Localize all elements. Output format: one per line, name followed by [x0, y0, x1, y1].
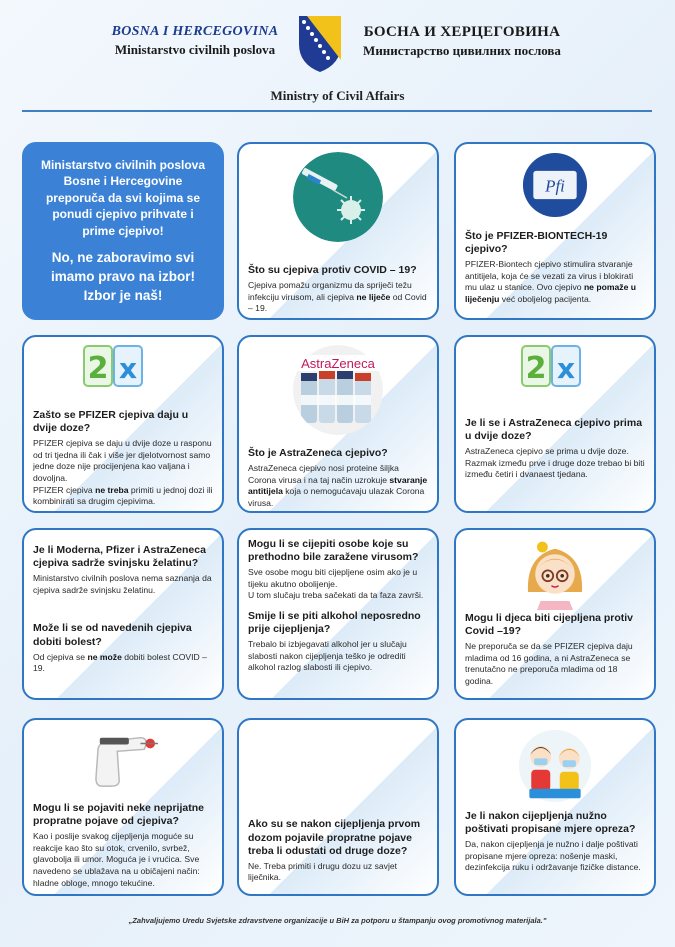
question-title: Smije li se piti alkohol neposredno prije cijepljenja? [248, 610, 421, 636]
svg-text:2: 2 [87, 351, 109, 386]
answer-text: Ministarstvo civilnih poslova nema saznanja da cjepiva sadrže svinjsku želatinu. [33, 573, 212, 595]
answer-text: U tom slučaju treba sačekati da ta faza završi. [248, 590, 424, 601]
svg-text:x: x [556, 352, 576, 385]
question-title: Zašto se PFIZER cjepiva daju u dvije doze? [33, 409, 189, 435]
question-title: Što je PFIZER-BIONTECH-19 cjepivo? [465, 230, 608, 256]
question-title: Mogu li se cijepiti osobe koje su prethodno bile zaražene virusom? [248, 538, 419, 564]
svg-text:x: x [118, 352, 138, 385]
question-title: Što su cjepiva protiv COVID – 19? [248, 264, 417, 276]
answer-text: Ne. Treba primiti i drugu dozu uz savjet liječnika. [248, 860, 398, 883]
header-divider [22, 110, 652, 112]
answer-text: PFIZER cjepiva se daju u dvije doze u rasponu od tri tjedna ili čak i više jer djelotvornost samo jedne doze nije procijenjena kao valjana i dovoljna. PFIZER cjepiva ne treba primiti u jednoj dozi ili kombinirati sa drugim cjepivima. [33, 438, 213, 507]
question-title: Može li se od navedenih cjepiva dobiti bolest? [33, 622, 192, 648]
card-astrazeneca-vaccine [237, 335, 439, 513]
intro-sub-text: No, ne zaboravimo svi imamo pravo na izbor! Izbor je naš! [50, 250, 196, 303]
arm-injection-image [85, 728, 165, 790]
two-doses-badge-icon [521, 345, 581, 389]
pfizer-vial-image [522, 152, 588, 218]
answer-text: Ne preporuča se da se PFIZER cjepiva daju mladima od 16 godina, a ni AstraZeneca se trenutačno ne preporuča mladima od 18 godina. [465, 641, 633, 687]
answer-text: Cjepiva pomažu organizmu da spriječi težu infekciju virusom, ali cjepiva ne liječe od Covid – 19. [248, 280, 427, 314]
intro-main-text: Ministarstvo civilnih poslova Bosne i Hercegovine preporuča da svi kojima se ponudi cjepivo prihvate i prime cjepivo! [40, 157, 206, 238]
card-children-vaccination [454, 528, 656, 700]
question-title: Je li nakon cijepljenja nužno poštivati propisane mjere opreza? [465, 810, 636, 836]
card-pfizer-two-doses [22, 335, 224, 513]
answer-text: Da, nakon cijepljenja je nužno i dalje poštivati propisane mjere opreza: nošenje maski, dezinfekcija ruku i održavanje fizičke distance. [465, 839, 641, 873]
ministry-name-cyrillic: Министарство цивилних послова [363, 43, 561, 58]
card-safety-measures [454, 718, 656, 896]
country-name-latin: BOSNA I HERCEGOVINA [111, 24, 279, 39]
bih-coat-of-arms-icon [297, 14, 343, 74]
card-side-effects [22, 718, 224, 896]
header-right [352, 24, 572, 59]
country-name-cyrillic: БОСНА И ХЕРЦЕГОВИНА [363, 24, 561, 40]
answer-text: Kao i poslije svakog cijepljenja moguće su reakcije kao što su otok, crvenilo, svrbež, glavobolja ili umor. Moguća je i vrućica. Sve navedeno se ublažava na u običajeni način: hladne obloge, mnogo tekućine. [33, 831, 200, 888]
question-title: Što je AstraZeneca cjepivo? [248, 447, 388, 459]
card-what-are-vaccines [237, 142, 439, 320]
question-title: Mogu li se pojaviti neke neprijatne propratne pojave od cjepiva? [33, 802, 204, 828]
card-second-dose [237, 718, 439, 896]
two-doses-badge-icon [83, 345, 143, 389]
answer-text: PFIZER-Biontech cjepivo stimulira stvaranje antitijela, koja će se vezati za virus i blokirati mu ulaz u stanice. Ovo cjepivo ne pomaže u liječenju već oboljelog pacijenta. [465, 259, 636, 305]
kids-with-masks-image [512, 728, 598, 804]
card-prior-infection-alcohol [237, 528, 439, 700]
question-title: Mogu li djeca biti cijepljena protiv Covid –19? [465, 612, 634, 638]
intro-card [22, 142, 224, 320]
astrazeneca-brand-text: AstraZeneca [301, 356, 375, 371]
ministry-name-english: Ministry of Civil Affairs [270, 88, 405, 103]
answer-text: Trebalo bi izbjegavati alkohol jer u slučaju slabosti nakon cijepljenja teško je odrediti alkohol razlog slabosti ili cjepivo. [248, 639, 407, 673]
answer-text: AstraZeneca cjepivo se prima u dvije doze. Razmak između prve i druge doze trebao bi biti između četiri i dvanaest tjedana. [465, 446, 645, 480]
question-title: Je li Moderna, Pfizer i AstraZeneca cjepiva sadrže svinjsku želatinu? [33, 544, 206, 570]
syringe-virus-image [293, 152, 383, 242]
pfizer-logo-text: Pfi [545, 176, 565, 196]
answer-text: Sve osobe mogu biti cijepljene osim ako je u tijeku akutno obolijenje. [248, 567, 418, 589]
ministry-name-latin: Ministarstvo civilnih poslova [114, 42, 276, 57]
card-pfizer-vaccine [454, 142, 656, 320]
astrazeneca-vials-image [293, 345, 383, 435]
answer-text: Od cjepiva se ne može dobiti bolest COVID – 19. [33, 651, 207, 674]
header-left [100, 24, 290, 58]
question-title: Je li se i AstraZeneca cjepivo prima u dvije doze? [465, 417, 643, 443]
card-gelatin-and-disease [22, 528, 224, 700]
footer-acknowledgement: „Zahvaljujemo Uredu Svjetske zdravstvene organizacije u BiH za potporu u štampanju ovog promotivnog materijala." [128, 916, 547, 925]
card-astrazeneca-two-doses [454, 335, 656, 513]
child-cartoon-image [519, 538, 591, 610]
answer-text: AstraZeneca cjepivo nosi proteine šiljka Corona virusa i na taj način uzrokuje stvaranje antitijela koja o nemogućavaju ulazak Corona virusa. [248, 463, 428, 508]
question-title: Ako su se nakon cijepljenja prvom dozom pojavile propratne pojave treba li odustati od druge doze? [248, 818, 421, 857]
svg-text:2: 2 [525, 351, 547, 386]
